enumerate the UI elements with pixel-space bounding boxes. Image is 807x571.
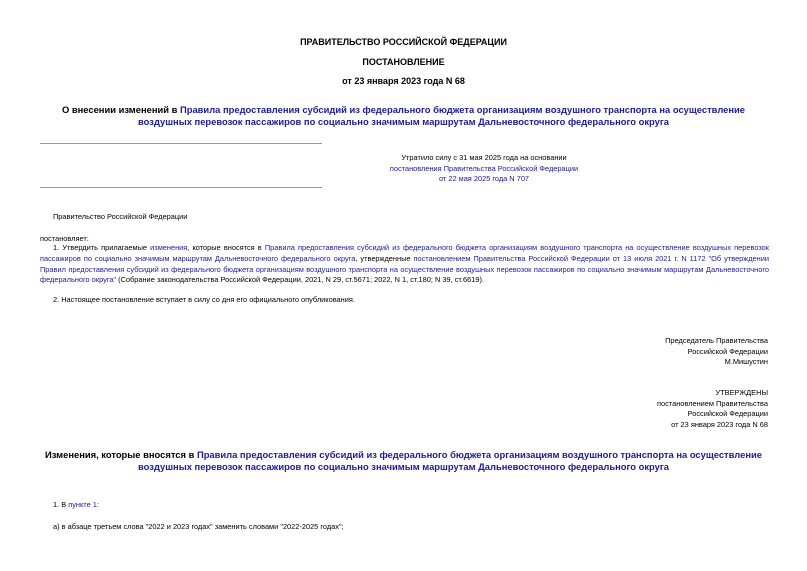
- government-heading: ПРАВИТЕЛЬСТВО РОССИЙСКОЙ ФЕДЕРАЦИИ: [300, 37, 507, 47]
- document-type: ПОСТАНОВЛЕНИЕ: [362, 57, 445, 67]
- item-1-paragraph: [40, 243, 769, 286]
- item-1-mid2: , утвержденные: [355, 253, 414, 263]
- item-1-start: 1. Утвердить прилагаемые: [53, 243, 151, 252]
- decree-text: постановляет:: [40, 234, 89, 243]
- changes-item-1-suffix: :: [96, 500, 99, 509]
- approved-label: УТВЕРЖДЕНЫ: [715, 388, 768, 397]
- changes-title-rules-link[interactable]: Правила предоставления субсидий из федерального бюджета организациям воздушного транспорта на осуществление воздушных перевозок пассажиров по социально значимым маршрутам Дальневосточного федерального округа: [138, 449, 762, 472]
- document-date-number: от 23 января 2023 года N 68: [342, 76, 465, 86]
- document-title: [40, 104, 767, 127]
- divider-bottom: [40, 187, 322, 188]
- item-1-decree-1172-link[interactable]: постановлением Правительства Российской Федерации от 13 июля 2021 г. N 1172 "Об утверждении Правил предоставления субсидий из федерального бюджета организациям воздушного транспорта на осуществление воздушных перевозок пассажиров по социально значимым маршрутам Дальневосточного федерального округа": [40, 253, 769, 285]
- item-1-changes-link[interactable]: изменения: [150, 243, 188, 252]
- item-1-end: (Собрание законодательства Российской Федерации, 2021, N 29, ст.5671; 2022, N 1, ст.180; N 39, ст.6619).: [116, 275, 484, 285]
- expiry-note-text: Утратило силу с 31 мая 2025 года на основании: [401, 153, 567, 162]
- approved-block: [657, 388, 768, 430]
- approved-by: постановлением Правительства: [657, 398, 768, 408]
- item-1-mid1: , которые вносятся в: [187, 243, 265, 252]
- changes-item-1-prefix: 1. В: [53, 500, 69, 509]
- expiry-note: [280, 153, 688, 185]
- divider-top: [40, 143, 322, 144]
- changes-item-1: [53, 500, 99, 511]
- title-rules-link[interactable]: Правила предоставления субсидий из федерального бюджета организациям воздушного транспорта на осуществление воздушных перевозок пассажиров по социально значимым маршрутам Дальневосточного федерального округа: [138, 104, 746, 127]
- changes-title-prefix: Изменения, которые вносятся в: [45, 449, 197, 460]
- changes-sub-a: а) в абзаце третьем слова "2022 и 2023 годах" заменить словами "2022-2025 годах";: [53, 522, 344, 531]
- item-2-paragraph: 2. Настоящее постановление вступает в силу со дня его официального опубликования.: [53, 295, 355, 304]
- signature-country: Российской Федерации: [687, 346, 768, 356]
- changes-title: [40, 449, 767, 472]
- signature-name: М.Мишустин: [724, 357, 768, 366]
- expiry-decree-date-link[interactable]: от 22 мая 2025 года N 707: [438, 174, 530, 183]
- changes-item-1-link[interactable]: пункте 1: [68, 500, 97, 509]
- item-1-rules-link[interactable]: Правила предоставления субсидий из федерального бюджета организациям воздушного транспорта на осуществление воздушных перевозок пассажиров по социально значимым маршрутам Дальневосточного федерального округа: [40, 243, 770, 263]
- approved-date: от 23 января 2023 года N 68: [671, 419, 768, 429]
- approved-country: Российской Федерации: [687, 409, 768, 418]
- title-prefix: О внесении изменений в: [61, 104, 180, 115]
- signature-position: Председатель Правительства: [665, 336, 768, 345]
- expiry-decree-link[interactable]: постановления Правительства Российской Федерации: [389, 163, 579, 173]
- signature-block: [665, 336, 768, 368]
- issuer-text: Правительство Российской Федерации: [53, 212, 188, 221]
